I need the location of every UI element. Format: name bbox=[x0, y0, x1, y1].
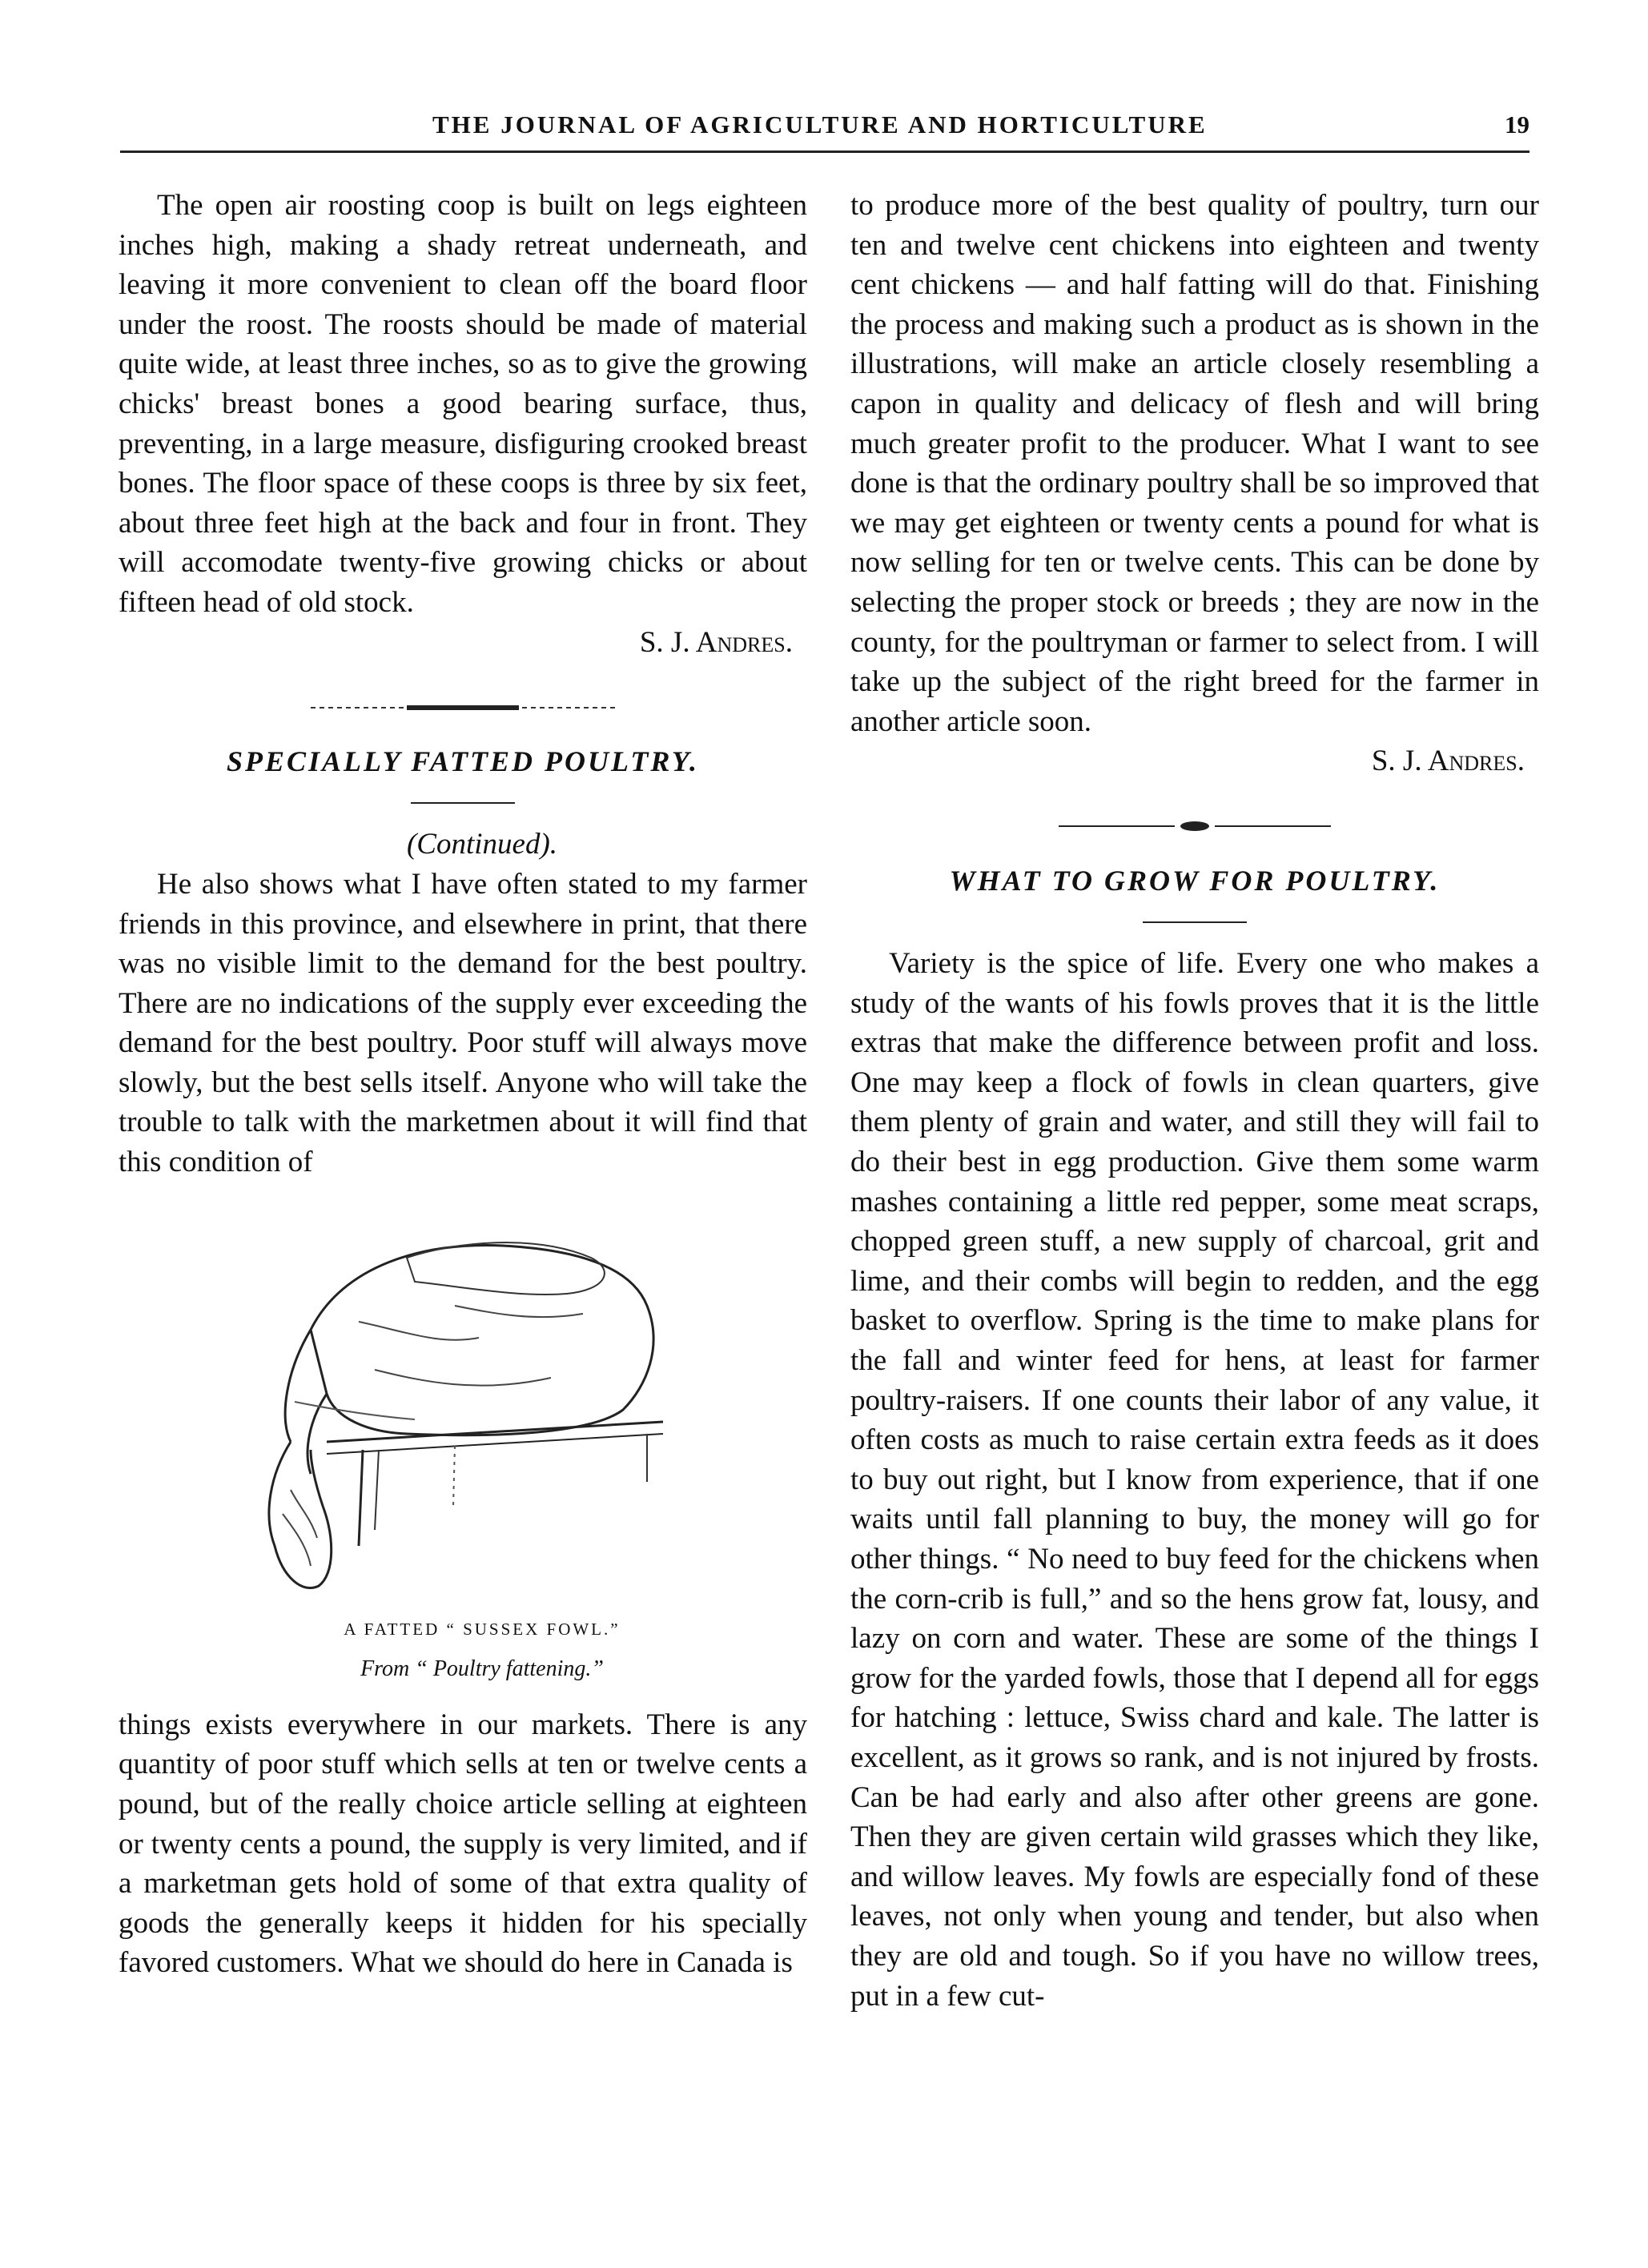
signature-andres: S. J. Andres. bbox=[639, 625, 793, 659]
signature-andres-right: S. J. Andres. bbox=[1371, 745, 1525, 778]
article-title-specially-fatted-poultry: SPECIALLY FATTED POULTRY. bbox=[226, 745, 700, 777]
section-ornament-right bbox=[850, 804, 1539, 844]
market-conditions-paragraph: things exists everywhere in our markets. There is any quantity of poor stuff which sells at ten or twelve cents a pound, but of the really choice article selling at eighteen or twenty cents a pound, the supply is very limited, and if a marketman gets hold of some of that extra quality of goods the generally keeps it hidden for his specially favored customers. What we should do here in Canada is bbox=[119, 1708, 807, 1980]
figure-source: From “ Poultry fattening.” bbox=[360, 1656, 604, 1682]
sussex-fowl-illustration bbox=[119, 1210, 807, 1689]
variety-paragraph: Variety is the spice of life. Every one who makes a study of the wants of his fowls proves that it is the little extras that make the difference between profit and loss. One may keep a flock of fowls in clean quarters, give them plenty of grain and water, and still they will fail to do their best in egg production. Give them some warm mashes containing a little red pepper, some meat scraps, chopped green stuff, a new supply of charcoal, grit and lime, and their combs will begin to redden, and the egg basket to overflow. Spring is the time to make plans for the fall and winter feed for hens, at least for farmer poultry-raisers. If one counts their labor of any value, it often costs as much to raise certain extra feeds as it does to buy out right, but I know from experience, that if one waits until fall planning to buy, the money will go for other things. “ No need to buy feed for the chickens when the corn-crib is full,” and so the hens grow fat, lousy, and lazy on corn and water. These are some of the things I grow for the yarded fowls, those that I depend all for eggs for hatching : lettuce, Swiss chard and kale. The latter is excellent, as it grows so rank, and is not injured by frosts. Can be had early and also after other greens are gone. Then they are given certain wild grasses which they like, and willow leaves. My fowls are especially fond of these leaves, not only when young and tender, but also when they are old and tough. So if you have no willow trees, put in a few cut- bbox=[850, 947, 1539, 2013]
roosting-coop-paragraph: The open air roosting coop is built on legs eighteen inches high, making a shady retreat underneath, and leaving it more convenient to clean off the board floor under the roost. The roosts should be made of material quite wide, at least three inches, so as to give the growing chicks' breast bones a good bearing surface, thus, preventing, in a large measure, disfiguring crooked breast bones. The floor space of these coops is three by six feet, about three feet high at the back and four in front. They will accomodate twenty-five growing chicks or about fifteen head of old stock. bbox=[119, 189, 807, 619]
journal-title: THE JOURNAL OF AGRICULTURE AND HORTICULTURE bbox=[432, 110, 1208, 138]
fatted-fowl-drawing bbox=[215, 1210, 711, 1610]
continued-label: (Continued). bbox=[406, 828, 558, 861]
page-number: 19 bbox=[1505, 110, 1529, 138]
left-column bbox=[119, 186, 807, 1983]
right-column bbox=[850, 186, 1539, 2016]
section-ornament bbox=[119, 684, 807, 725]
figure-caption: A FATTED “ SUSSEX FOWL.” bbox=[344, 1619, 621, 1639]
poultry-demand-paragraph: He also shows what I have often stated to my farmer friends in this province, and elsewhere in print, that there was no visible limit to the demand for the best poultry. There are no indications of the supply ever exceeding the demand for the best poultry. Poor stuff will always move slowly, but the best sells itself. Anyone who will take the trouble to talk with the marketmen about it will find that this condition of bbox=[119, 867, 807, 1179]
title-rule-right bbox=[1143, 921, 1247, 923]
title-rule bbox=[411, 802, 515, 804]
header-rule bbox=[120, 151, 1529, 153]
quality-poultry-paragraph: to produce more of the best quality of poultry, turn our ten and twelve cent chickens into eighteen and twenty cent chickens — and half fatting will do that. Finishing the process and making such a product as is shown in the illustrations, will make an article closely resembling a capon in quality and delicacy of flesh and will bring much greater profit to the producer. What I want to see done is that the ordinary poultry shall be so improved that we may get eighteen or twenty cents a pound for what is now selling for ten or twelve cents. This can be done by selecting the proper stock or breeds ; they are now in the county, for the poultryman or farmer to select from. I will take up the subject of the right breed for the farmer in another article soon. bbox=[850, 189, 1539, 738]
article-title-what-to-grow: WHAT TO GROW FOR POULTRY. bbox=[949, 864, 1441, 897]
